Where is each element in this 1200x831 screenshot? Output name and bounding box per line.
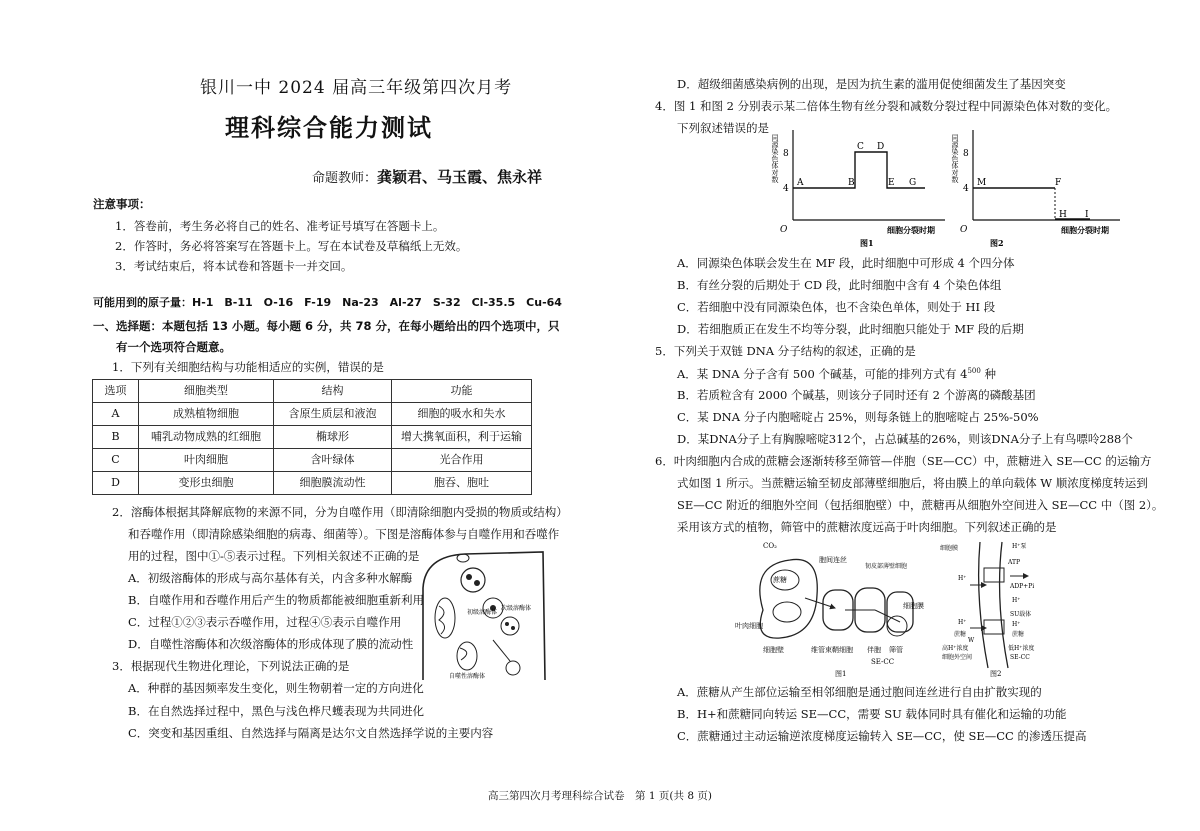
fig6-label: 叶肉细胞 xyxy=(735,622,763,630)
question-5-stem: 5．下列关于双链 DNA 分子结构的叙述，正确的是 xyxy=(655,344,916,358)
question-2-option-c: C．过程①②③表示吞噬作用，过程④⑤表示自噬作用 xyxy=(128,615,402,629)
table-row xyxy=(93,403,532,426)
question-5-option-a xyxy=(677,367,996,382)
table-cell: B xyxy=(93,426,139,449)
section-heading-line2: 有一个选项符合题意。 xyxy=(93,340,231,354)
note-item: 2．作答时，务必将答案写在答题卡上。写在本试卷及草稿纸上无效。 xyxy=(115,239,468,253)
question-6-option-b: B．H+和蔗糖同向转运 SE—CC，需要 SU 载体同时具有催化和运输的功能 xyxy=(677,707,1067,721)
question-3-option-b: B．在自然选择过程中，黑色与浅色桦尺蠖表现为共同进化 xyxy=(128,704,424,718)
table-cell: 增大携氧面积，利于运输 xyxy=(392,426,532,449)
fig6-label: 韧皮部薄壁细胞 xyxy=(865,563,908,570)
question-6-stem-line: 6．叶肉细胞内合成的蔗糖会逐渐转移至筛管—伴胞（SE—CC）中，蔗糖进入 SE—CC 的运输方 xyxy=(655,454,1152,468)
exam-subject-title: 理科综合能力测试 xyxy=(225,114,433,142)
fig2-point: F xyxy=(1055,178,1062,188)
fig6b-label: H⁺泵 xyxy=(1012,543,1027,550)
question-4-stem-line2: 下列叙述错误的是 xyxy=(677,121,769,135)
fig6b-label: H⁺ xyxy=(958,575,967,582)
question-5-option-c: C．某 DNA 分子内胞嘧啶占 25%，则每条链上的胞嘧啶占 25%-50% xyxy=(677,410,1039,424)
question-6-option-a: A．蔗糖从产生部位运输至相邻细胞是通过胞间连丝进行自由扩散实现的 xyxy=(677,685,1042,699)
fig6-label: 细胞壁 xyxy=(763,646,784,654)
q6-figure-1 xyxy=(735,540,930,680)
fig6b-label: 蔗糖 xyxy=(1012,631,1025,638)
question-3-stem: 3．根据现代生物进化理论，下列说法正确的是 xyxy=(112,659,350,673)
author-label: 命题教师： xyxy=(312,171,378,186)
fig1-xlabel: 细胞分裂时期 xyxy=(887,225,935,235)
table-header: 结构 xyxy=(274,380,392,403)
fig2-tick-8: 8 xyxy=(963,149,969,159)
table-header: 细胞类型 xyxy=(139,380,274,403)
question-4-option-a: A．同源染色体联会发生在 MF 段，此时细胞中可形成 4 个四分体 xyxy=(677,256,1015,270)
table-cell: 细胞膜流动性 xyxy=(274,472,392,495)
figure-label: 自噬性溶酶体 xyxy=(449,673,486,680)
fig6b-label: 图2 xyxy=(990,670,1002,678)
question-6-option-c: C．蔗糖通过主动运输逆浓度梯度运输转入 SE—CC，使 SE—CC 的渗透压提高 xyxy=(677,729,1087,743)
fig1-point: E xyxy=(888,178,895,188)
question-6-stem-line: 采用该方式的植物，筛管中的蔗糖浓度远高于叶肉细胞。下列叙述正确的是 xyxy=(677,520,1057,534)
question-2-stem-line: 用的过程，图中①-⑤表示过程。下列相关叙述不正确的是 xyxy=(128,549,420,563)
question-2-option-a: A．初级溶酶体的形成与高尔基体有关，内含多种水解酶 xyxy=(128,571,413,585)
option-a-exponent: 500 xyxy=(967,367,981,375)
question-1-table xyxy=(92,379,532,495)
fig6b-label: H⁺ xyxy=(1012,597,1021,604)
question-4-stem-line1: 4．图 1 和图 2 分别表示某二倍体生物有丝分裂和减数分裂过程中同源染色体对数的变化。 xyxy=(655,99,1118,113)
author-line xyxy=(312,168,542,187)
fig6b-label: SU载体 xyxy=(1010,611,1032,618)
fig6b-label: 细胞膜 xyxy=(940,545,959,552)
fig2-ylabel: 同源染色体对数 xyxy=(951,134,959,183)
fig6b-label: 高H⁺浓度 xyxy=(942,645,969,652)
page-footer: 高三第四次月考理科综合试卷 第 1 页(共 8 页) xyxy=(488,790,712,802)
question-4-option-d: D．若细胞质正在发生不均等分裂，此时细胞只能处于 MF 段的后期 xyxy=(677,322,1024,336)
fig6-label: 图1 xyxy=(835,670,847,678)
fig6b-label: ADP+Pi xyxy=(1010,583,1035,590)
table-cell: 胞吞、胞吐 xyxy=(392,472,532,495)
fig6b-label: H⁺ xyxy=(1012,621,1021,628)
section-heading xyxy=(93,316,573,358)
question-1-stem: 1．下列有关细胞结构与功能相适应的实例，错误的是 xyxy=(112,360,384,374)
table-cell: 成熟植物细胞 xyxy=(139,403,274,426)
note-item: 1．答卷前，考生务必将自己的姓名、准考证号填写在答题卡上。 xyxy=(115,219,445,233)
table-cell: D xyxy=(93,472,139,495)
fig1-point: G xyxy=(909,178,917,188)
fig1-point: C xyxy=(857,142,864,152)
table-cell: 哺乳动物成熟的红细胞 xyxy=(139,426,274,449)
table-row xyxy=(93,472,532,495)
table-header: 选项 xyxy=(93,380,139,403)
fig6-label: 维管束鞘细胞 xyxy=(811,646,853,654)
fig6-label: 蔗糖 xyxy=(773,576,787,584)
lysosome-figure xyxy=(415,548,550,688)
fig1-ylabel: 同源染色体对数 xyxy=(771,134,779,183)
note-item: 3．考试结束后，将本试卷和答题卡一并交回。 xyxy=(115,259,353,273)
fig1-point: B xyxy=(848,178,855,188)
fig2-caption: 图2 xyxy=(990,238,1004,248)
question-3-option-c: C．突变和基因重组、自然选择与隔离是达尔文自然选择学说的主要内容 xyxy=(128,726,494,740)
fig6-label: 细胞膜 xyxy=(903,602,924,610)
table-cell: 变形虫细胞 xyxy=(139,472,274,495)
fig1-tick-8: 8 xyxy=(783,149,789,159)
table-row xyxy=(93,449,532,472)
table-cell: 椭球形 xyxy=(274,426,392,449)
fig6-label: 伴胞 xyxy=(867,646,881,654)
fig2-tick-4: 4 xyxy=(963,184,969,194)
question-2-stem-line: 和吞噬作用（即清除感染细胞的病毒、细菌等）。下图是溶酶体参与自噬作用和吞噬作 xyxy=(128,527,560,541)
atomic-masses: 可能用到的原子量：H-1 B-11 O-16 F-19 Na-23 Al-27 S-32 Cl-35.5 Cu-64 xyxy=(93,296,562,309)
fig6b-label: 低H⁺浓度 xyxy=(1008,645,1035,652)
fig1-caption: 图1 xyxy=(860,238,874,248)
fig6b-label: ATP xyxy=(1008,559,1021,566)
question-2-stem-line: 2．溶酶体根据其降解底物的来源不同，分为自噬作用（即清除细胞内受损的物质或结构） xyxy=(112,505,568,519)
fig2-origin: O xyxy=(960,225,968,235)
fig6b-label: 蔗糖 xyxy=(954,631,967,638)
q4-figure-1 xyxy=(771,120,955,252)
question-4-option-b: B．有丝分裂的后期处于 CD 段，此时细胞中含有 4 个染色体组 xyxy=(677,278,1002,292)
table-cell: C xyxy=(93,449,139,472)
fig6b-label: W xyxy=(968,637,975,644)
fig2-point: H xyxy=(1059,210,1067,220)
option-a-suffix: 种 xyxy=(980,366,996,381)
fig1-point: D xyxy=(877,142,885,152)
fig2-point: M xyxy=(977,178,987,188)
question-5-option-d: D．某DNA分子上有胸腺嘧啶312个，占总碱基的26%，则该DNA分子上有鸟嘌呤288个 xyxy=(677,432,1133,446)
question-3-option-d: D．超级细菌感染病例的出现，是因为抗生素的滥用促使细菌发生了基因突变 xyxy=(677,77,1066,91)
fig1-point: A xyxy=(797,178,804,188)
q4-figure-2 xyxy=(951,120,1130,252)
question-2-option-b: B．自噬作用和吞噬作用后产生的物质都能被细胞重新利用 xyxy=(128,593,424,607)
notes-title: 注意事项： xyxy=(93,197,151,211)
fig6-label: SE-CC xyxy=(871,658,895,666)
fig1-origin: O xyxy=(780,225,788,235)
table-cell: 叶肉细胞 xyxy=(139,449,274,472)
question-2-option-d: D．自噬性溶酶体和次级溶酶体的形成体现了膜的流动性 xyxy=(128,637,414,651)
question-6-stem-line: SE—CC 附近的细胞外空间（包括细胞壁）中，蔗糖再从细胞外空间进入 SE—CC 中（图 2）。 xyxy=(677,498,1164,512)
question-3-option-a: A．种群的基因频率发生变化，则生物朝着一定的方向进化 xyxy=(128,681,424,695)
author-names: 龚颖君、马玉霞、焦永祥 xyxy=(377,168,543,186)
table-cell: 含原生质层和液泡 xyxy=(274,403,392,426)
question-5-option-b: B．若质粒含有 2000 个碱基，则该分子同时还有 2 个游离的磷酸基团 xyxy=(677,388,1036,402)
table-row xyxy=(93,426,532,449)
option-a-text: A．某 DNA 分子含有 500 个碱基，可能的排列方式有 4 xyxy=(677,366,968,381)
fig6-label: 胞间连丝 xyxy=(819,556,847,564)
figure-label: 次级溶酶体 xyxy=(501,605,532,612)
table-cell: 含叶绿体 xyxy=(274,449,392,472)
fig2-point: I xyxy=(1085,210,1089,220)
fig6-label: CO₂ xyxy=(763,542,777,550)
fig6b-label: SE-CC xyxy=(1010,654,1030,661)
fig6-label: 筛管 xyxy=(889,646,903,654)
figure-label: 初级溶酶体 xyxy=(467,609,498,616)
question-4-option-c: C．若细胞中没有同源染色体，也不含染色单体，则处于 HI 段 xyxy=(677,300,996,314)
table-cell: 光合作用 xyxy=(392,449,532,472)
question-6-stem-line: 式如图 1 所示。当蔗糖运输至韧皮部薄壁细胞后，将由膜上的单向载体 W 顺浓度梯度转运到 xyxy=(677,476,1148,490)
table-cell: 细胞的吸水和失水 xyxy=(392,403,532,426)
school-exam-title: 银川一中 2024 届高三年级第四次月考 xyxy=(200,78,513,98)
fig6b-label: 细胞外空间 xyxy=(942,654,973,661)
q6-figure-2 xyxy=(940,540,1050,680)
table-cell: A xyxy=(93,403,139,426)
fig1-tick-4: 4 xyxy=(783,184,789,194)
fig2-xlabel: 细胞分裂时期 xyxy=(1061,225,1109,235)
table-header: 功能 xyxy=(392,380,532,403)
fig6b-label: H⁺ xyxy=(958,619,967,626)
section-heading-line1: 一、选择题：本题包括 13 小题。每小题 6 分，共 78 分，在每小题给出的四个选项中，只 xyxy=(93,319,560,333)
